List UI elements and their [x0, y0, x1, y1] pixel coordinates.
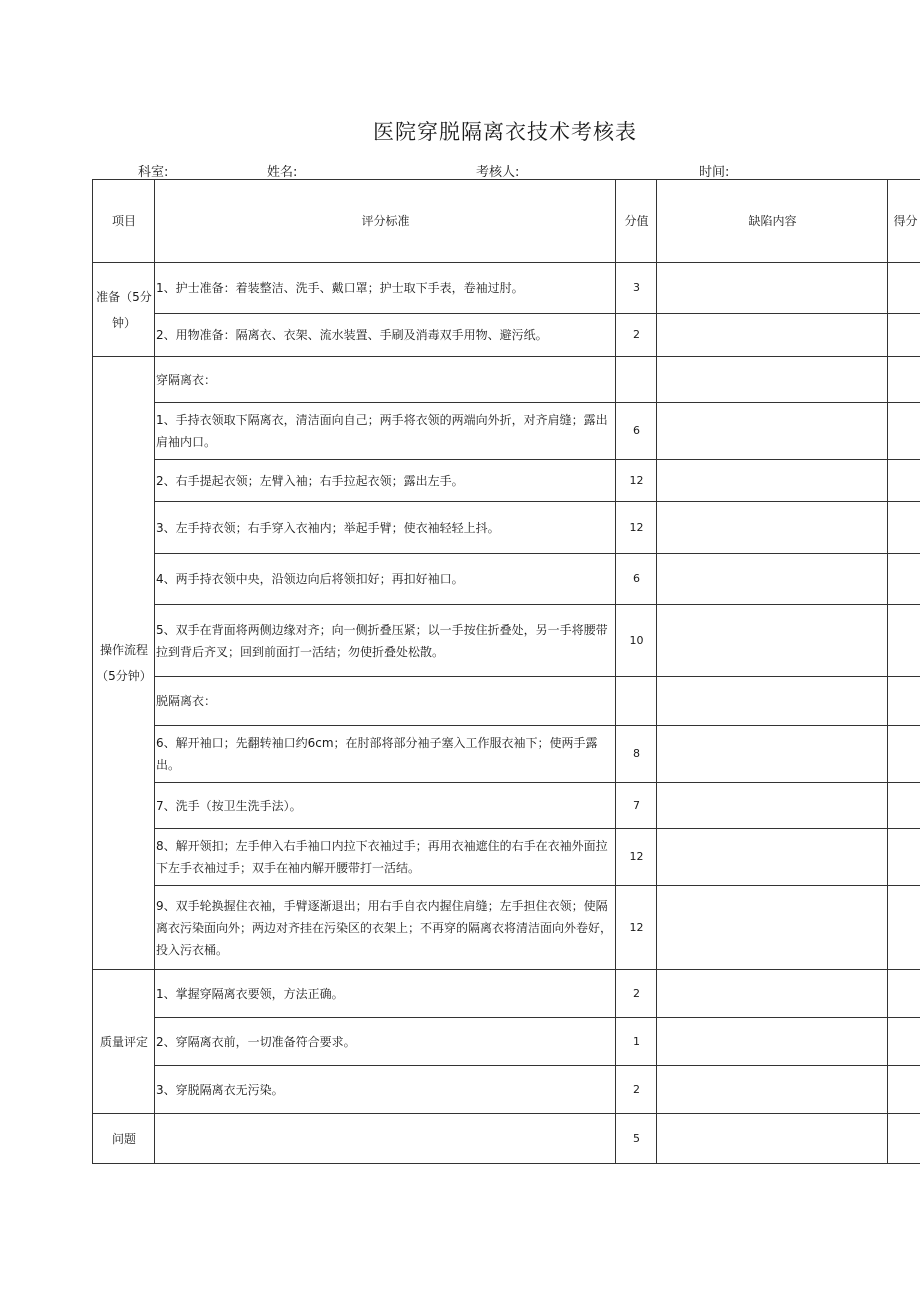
table-row	[93, 829, 920, 886]
score-cell	[616, 357, 657, 403]
score-cell: 1	[616, 1018, 657, 1066]
got-cell[interactable]	[888, 554, 920, 605]
header-item: 项目	[93, 180, 155, 263]
header-criteria: 评分标准	[155, 180, 616, 263]
got-cell[interactable]	[888, 605, 920, 677]
score-cell: 12	[616, 502, 657, 554]
section-prep: 准备（5分钟）	[93, 263, 155, 357]
score-cell: 12	[616, 829, 657, 886]
score-cell: 12	[616, 886, 657, 970]
defect-cell[interactable]	[657, 886, 888, 970]
table-row	[93, 263, 920, 314]
score-cell: 12	[616, 460, 657, 502]
got-cell[interactable]	[888, 726, 920, 783]
table-row	[93, 726, 920, 783]
criteria-cell: 8、解开领扣；左手伸入右手袖口内拉下衣袖过手；再用衣袖遮住的右手在衣袖外面拉下左手衣袖过手；双手在袖内解开腰带打一活结。	[155, 829, 616, 886]
defect-cell[interactable]	[657, 1018, 888, 1066]
got-cell[interactable]	[888, 677, 920, 726]
got-cell[interactable]	[888, 970, 920, 1018]
department-label: 科室:	[138, 165, 169, 180]
table-row	[93, 677, 920, 726]
defect-cell[interactable]	[657, 1114, 888, 1164]
defect-cell[interactable]	[657, 783, 888, 829]
defect-cell[interactable]	[657, 829, 888, 886]
got-cell[interactable]	[888, 829, 920, 886]
got-cell[interactable]	[888, 1018, 920, 1066]
table-row	[93, 314, 920, 357]
criteria-cell: 6、解开袖口；先翻转袖口约6cm；在肘部将部分袖子塞入工作服衣袖下；使两手露出。	[155, 726, 616, 783]
criteria-cell: 3、左手持衣领；右手穿入衣袖内；举起手臂；使衣袖轻轻上抖。	[155, 502, 616, 554]
table-row	[93, 886, 920, 970]
criteria-cell: 1、掌握穿隔离衣要领，方法正确。	[155, 970, 616, 1018]
defect-cell[interactable]	[657, 403, 888, 460]
table-row	[93, 460, 920, 502]
examiner-label: 考核人:	[476, 165, 520, 180]
table-row	[93, 502, 920, 554]
criteria-cell: 2、右手提起衣领；左臂入袖；右手拉起衣领；露出左手。	[155, 460, 616, 502]
score-cell: 7	[616, 783, 657, 829]
criteria-cell: 3、穿脱隔离衣无污染。	[155, 1066, 616, 1114]
table-row	[93, 605, 920, 677]
assessment-table	[92, 179, 920, 1164]
got-cell[interactable]	[888, 1114, 920, 1164]
defect-cell[interactable]	[657, 554, 888, 605]
score-cell: 6	[616, 403, 657, 460]
criteria-cell: 1、护士准备：着装整洁、洗手、戴口罩；护士取下手表，卷袖过肘。	[155, 263, 616, 314]
header-defect: 缺陷内容	[657, 180, 888, 263]
score-cell: 8	[616, 726, 657, 783]
criteria-cell: 7、洗手（按卫生洗手法）。	[155, 783, 616, 829]
table-row	[93, 1066, 920, 1114]
time-label: 时间:	[699, 165, 730, 180]
got-cell[interactable]	[888, 263, 920, 314]
table-row	[93, 970, 920, 1018]
criteria-cell: 4、两手持衣领中央，沿领边向后将领扣好；再扣好袖口。	[155, 554, 616, 605]
name-label: 姓名:	[267, 165, 298, 180]
score-cell	[616, 677, 657, 726]
subheading-cell: 脱隔离衣：	[155, 677, 616, 726]
criteria-cell: 9、双手轮换握住衣袖，手臂逐渐退出；用右手自衣内握住肩缝；左手担住衣领；使隔离衣污染面向外；两边对齐挂在污染区的衣架上；不再穿的隔离衣将清洁面向外卷好，投入污衣桶。	[155, 886, 616, 970]
got-cell[interactable]	[888, 314, 920, 357]
got-cell[interactable]	[888, 403, 920, 460]
defect-cell[interactable]	[657, 502, 888, 554]
defect-cell[interactable]	[657, 1066, 888, 1114]
score-cell: 2	[616, 1066, 657, 1114]
criteria-cell: 2、用物准备：隔离衣、衣架、流水装置、手刷及消毒双手用物、避污纸。	[155, 314, 616, 357]
defect-cell[interactable]	[657, 357, 888, 403]
defect-cell[interactable]	[657, 970, 888, 1018]
defect-cell[interactable]	[657, 726, 888, 783]
got-cell[interactable]	[888, 1066, 920, 1114]
score-cell: 3	[616, 263, 657, 314]
section-quality: 质量评定	[93, 970, 155, 1114]
table-row	[93, 357, 920, 403]
page-title: 医院穿脱隔离衣技术考核表	[373, 120, 637, 144]
section-problem: 问题	[93, 1114, 155, 1164]
defect-cell[interactable]	[657, 263, 888, 314]
defect-cell[interactable]	[657, 605, 888, 677]
got-cell[interactable]	[888, 357, 920, 403]
criteria-cell: 2、穿隔离衣前，一切准备符合要求。	[155, 1018, 616, 1066]
table-row	[93, 403, 920, 460]
header-row	[93, 180, 920, 263]
problem-cell[interactable]	[155, 1114, 616, 1164]
table-row	[93, 554, 920, 605]
got-cell[interactable]	[888, 886, 920, 970]
got-cell[interactable]	[888, 783, 920, 829]
subheading-cell: 穿隔离衣：	[155, 357, 616, 403]
table-row	[93, 1114, 920, 1164]
defect-cell[interactable]	[657, 460, 888, 502]
criteria-cell: 5、双手在背面将两侧边缘对齐；向一侧折叠压紧；以一手按住折叠处，另一手将腰带拉到背后齐叉；回到前面打一活结；勿使折叠处松散。	[155, 605, 616, 677]
header-score: 分值	[616, 180, 657, 263]
got-cell[interactable]	[888, 460, 920, 502]
defect-cell[interactable]	[657, 677, 888, 726]
table-row	[93, 783, 920, 829]
criteria-cell: 1、手持衣领取下隔离衣，清洁面向自己；两手将衣领的两端向外折，对齐肩缝；露出肩袖内口。	[155, 403, 616, 460]
score-cell: 2	[616, 314, 657, 357]
header-got: 得分	[888, 180, 920, 263]
score-cell: 2	[616, 970, 657, 1018]
score-cell: 6	[616, 554, 657, 605]
score-cell: 10	[616, 605, 657, 677]
defect-cell[interactable]	[657, 314, 888, 357]
section-operation: 操作流程（5分钟）	[93, 357, 155, 970]
table-row	[93, 1018, 920, 1066]
got-cell[interactable]	[888, 502, 920, 554]
score-cell: 5	[616, 1114, 657, 1164]
